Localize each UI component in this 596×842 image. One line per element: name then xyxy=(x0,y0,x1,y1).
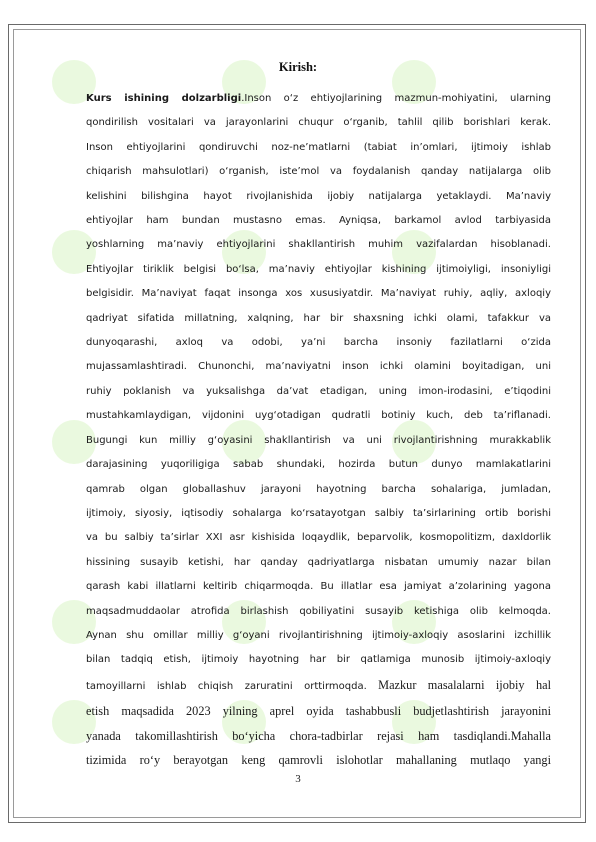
text-line: Bugungi kun milliy g‘oyasini shakllantirish va uni rivojlantirishning murakkablik xyxy=(86,434,551,446)
lead-heading: Kurs ishining dolzarbligi xyxy=(86,93,242,104)
text-line: dunyoqarashi, axloq va odobi, ya’ni barcha insoniy fazilatlarni o‘zida xyxy=(86,337,551,349)
text-line: Inson ehtiyojlarini qondiruvchi noz-ne’matlarni (tabiat in’omlari, ijtimoiy ishlab xyxy=(86,141,551,153)
text-line: Aynan shu omillar milliy g‘oyani rivojlantirishning ijtimoiy-axloqiy asoslarini izchillik xyxy=(86,629,551,641)
text-line: chiqarish mahsulotlari) o‘rganish, iste’mol va foydalanish qanday natijalarga olib xyxy=(86,166,551,178)
text-line: ijtimoiy, siyosiy, iqtisodiy sohalarga ko‘rsatayotgan salbiy ta’sirlarining ortib borishi xyxy=(86,507,551,519)
text-line: qadriyat sifatida millatning, xalqning, har bir shaxsning ichki olami, tafakkur va xyxy=(86,312,551,324)
text-line: darajasining yuqoriligiga sabab shundaki, hozirda butun dunyo mamlakatlarini xyxy=(86,459,551,471)
text-line-content: .Inson o‘z ehtiyojlarining mazmun-mohiyatini, ularning xyxy=(241,93,551,104)
text-line: ehtiyojlar ham bundan mustasno emas. Ayniqsa, barkamol avlod tarbiyasida xyxy=(86,215,551,227)
text-line: maqsadmuddaolar atrofida birlashish qobiliyatini susayib ketishiga olib kelmoqda. xyxy=(86,605,551,617)
text-line: belgisidir. Ma’naviyat faqat insonga xos xususiyatdir. Ma’naviyat ruhiy, aqliy, axloqiy xyxy=(86,288,551,300)
page-number: 3 xyxy=(295,773,301,785)
text-line: etish maqsadida 2023 yilning aprel oyida tashabbusli budjetlashtirish jarayonini xyxy=(86,704,551,719)
text-line: hissining susayib ketishi, har qanday qadriyatlarga nisbatan umumiy nazar bilan xyxy=(86,556,551,568)
text-line: mujassamlashtiradi. Chunonchi, ma’naviyatni inson ichki olamini boyitadigan, uni xyxy=(86,361,551,373)
text-line: Ehtiyojlar tiriklik belgisi bo‘lsa, ma’naviy ehtiyojlar kishining ijtimoiyligi, insoniyligi xyxy=(86,263,551,275)
text-line xyxy=(86,87,551,111)
text-line: bilan tadqiq etish, ijtimoiy hayotning har bir qatlamiga munosib ijtimoiy-axloqiy xyxy=(86,654,551,666)
text-line: mustahkamlaydigan, vijdonini uyg‘otadigan qudratli botiniy kuch, deb ta’riflanadi. xyxy=(86,410,551,422)
text-line: qamrab olgan globallashuv jarayoni hayotning barcha sohalariga, jumladan, xyxy=(86,483,551,495)
text-line: kelishini bilishgina hayot rivojlanishida ijobiy natijalarga yetaklaydi. Ma’naviy xyxy=(86,190,551,202)
text-line: va bu salbiy ta’sirlar XXI asr kishisida loqaydlik, beparvolik, kosmopolitizm, daxldorlik xyxy=(86,532,551,544)
text-line xyxy=(86,673,551,699)
text-line-content: tamoyillarni ishlab chiqish zaruratini orttirmoqda. xyxy=(86,680,367,692)
text-line: yoshlarning ma’naviy ehtiyojlarini shakllantirish muhim vazifalardan hisoblanadi. xyxy=(86,239,551,251)
text-line: yanada takomillashtirish bo‘yicha chora-tadbirlar rejasi ham tasdiqlandi.Mahalla xyxy=(86,728,551,743)
text-line: qondirilish vositalari va jarayonlarini chuqur o‘rganib, tahlil qilib borishlari kerak. xyxy=(86,117,551,129)
body-paragraph xyxy=(86,87,551,772)
section-title: Kirish: xyxy=(278,60,318,74)
text-line: tizimida ro‘y berayotgan keng qamrovli islohotlar mahallaning mutlaqo yangi xyxy=(86,752,551,767)
text-line-serif-tail: Mazkur masalalarni ijobiy hal xyxy=(366,677,552,692)
text-line: qarash kabi illatlarni keltirib chiqarmoqda. Bu illatlar esa jamiyat a’zolarining yagona xyxy=(86,581,551,593)
text-line: ruhiy poklanish va yuksalishga da’vat etadigan, uning imon-irodasini, e’tiqodini xyxy=(86,385,551,397)
